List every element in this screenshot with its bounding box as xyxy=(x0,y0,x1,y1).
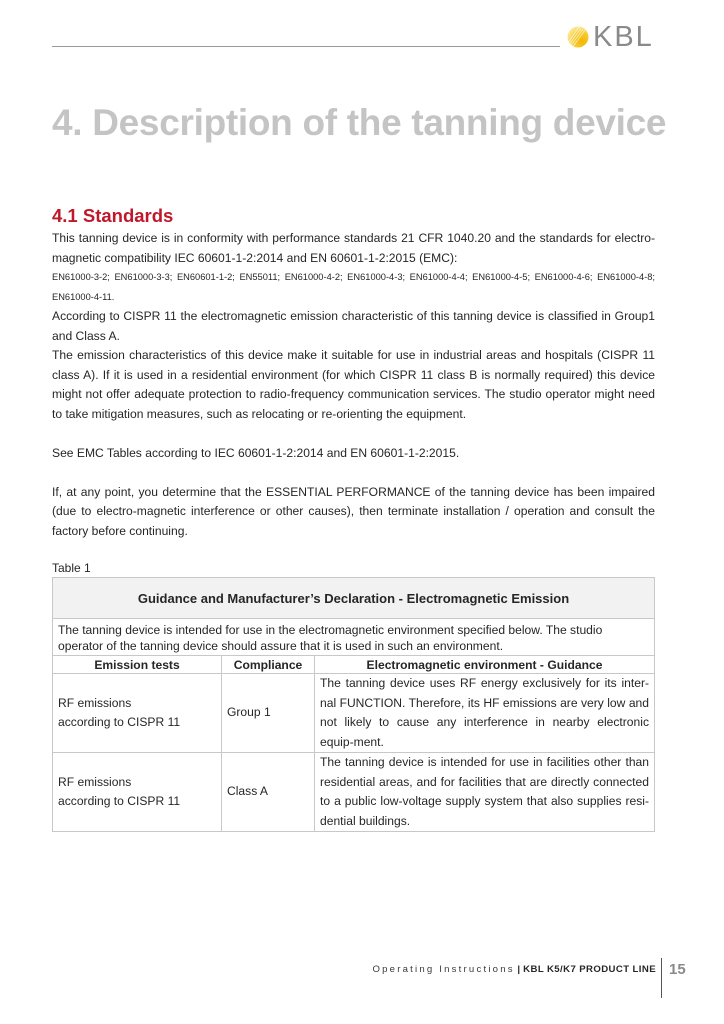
guidance-cell: The tanning device uses RF energy exclusively for its inter-nal FUNCTION. Therefore, its HF emissions are very low and not likely to cause any interference in nearby electronic equip-ment. xyxy=(315,674,655,753)
compliance-cell: Class A xyxy=(222,753,315,832)
header-emission-tests: Emission tests xyxy=(53,656,222,674)
footer-doc-label: Operating Instructions xyxy=(372,964,515,975)
emission-test-line: RF emissions xyxy=(58,774,132,789)
emission-characteristics-paragraph: The emission characteristics of this device make it suitable for use in industrial areas and hospitals (CISPR 11 class A). If it is used in a residential environment (for which CISPR 11 class B is normally required) this device might not offer adequate protection to radio-frequency communication services. The studio operator might need to take mitigation measures, such as relocating or re-orienting the equipment. xyxy=(52,348,655,421)
header-guidance: Electromagnetic environment - Guidance xyxy=(315,656,655,674)
emission-test-cell xyxy=(53,753,222,832)
footer-separator: | xyxy=(517,964,521,975)
header-compliance: Compliance xyxy=(222,656,315,674)
table-intro: The tanning device is intended for use in the electromagnetic environment specified below. The studio operator of the tanning device should assure that it is used in such an environment. xyxy=(53,619,655,656)
table-title: Guidance and Manufacturer’s Declaration - Electromagnetic Emission xyxy=(53,578,655,619)
chapter-title: 4. Description of the tanning device xyxy=(52,102,667,143)
kbl-logo xyxy=(565,22,654,52)
section-title: 4.1 Standards xyxy=(52,205,174,226)
emc-tables-reference: See EMC Tables according to IEC 60601-1-2:2014 and EN 60601-1-2:2015. xyxy=(52,445,460,460)
emission-test-cell xyxy=(53,674,222,753)
emission-test-line: RF emissions xyxy=(58,695,132,710)
table-label: Table 1 xyxy=(52,561,91,575)
compliance-cell: Group 1 xyxy=(222,674,315,753)
section-body xyxy=(52,229,655,541)
footer-product-line: KBL K5/K7 PRODUCT LINE xyxy=(523,964,656,975)
logo-text: KBL xyxy=(593,21,654,53)
table-header-row xyxy=(53,656,655,674)
guidance-cell: The tanning device is intended for use in facilities other than residential areas, and for facilities that are directly connected to a public low-voltage supply system that also supplies resi-dential buildings. xyxy=(315,753,655,832)
essential-performance-paragraph: If, at any point, you determine that the ESSENTIAL PERFORMANCE of the tanning device has been impaired (due to electro-magnetic interference or other causes), then terminate installation / operation and consult the factory before continuing. xyxy=(52,484,655,538)
table-row xyxy=(53,753,655,832)
table-row xyxy=(53,674,655,753)
cispr-classification-paragraph: According to CISPR 11 the electromagnetic emission characteristic of this tanning device is classified in Group1 and Class A. xyxy=(52,309,655,343)
emission-test-line: according to CISPR 11 xyxy=(58,794,181,808)
sun-icon xyxy=(565,25,589,49)
conformity-paragraph: This tanning device is in conformity with performance standards 21 CFR 1040.20 and the standards for electro-magnetic compatibility IEC 60601-1-2:2014 and EN 60601-1-2:2015 (EMC): xyxy=(52,231,655,265)
footer-divider xyxy=(661,958,662,998)
page-number: 15 xyxy=(669,961,686,978)
emission-test-line: according to CISPR 11 xyxy=(58,715,181,729)
footer xyxy=(360,964,656,975)
standards-list: EN61000-3-2; EN61000-3-3; EN60601-1-2; EN55011; EN61000-4-2; EN61000-4-3; EN61000-4-4; EN61000-4-5; EN61000-4-6; EN61000-4-8; EN61000-4-11. xyxy=(52,272,655,302)
emc-emission-table xyxy=(52,577,655,832)
header-rule xyxy=(52,46,560,47)
